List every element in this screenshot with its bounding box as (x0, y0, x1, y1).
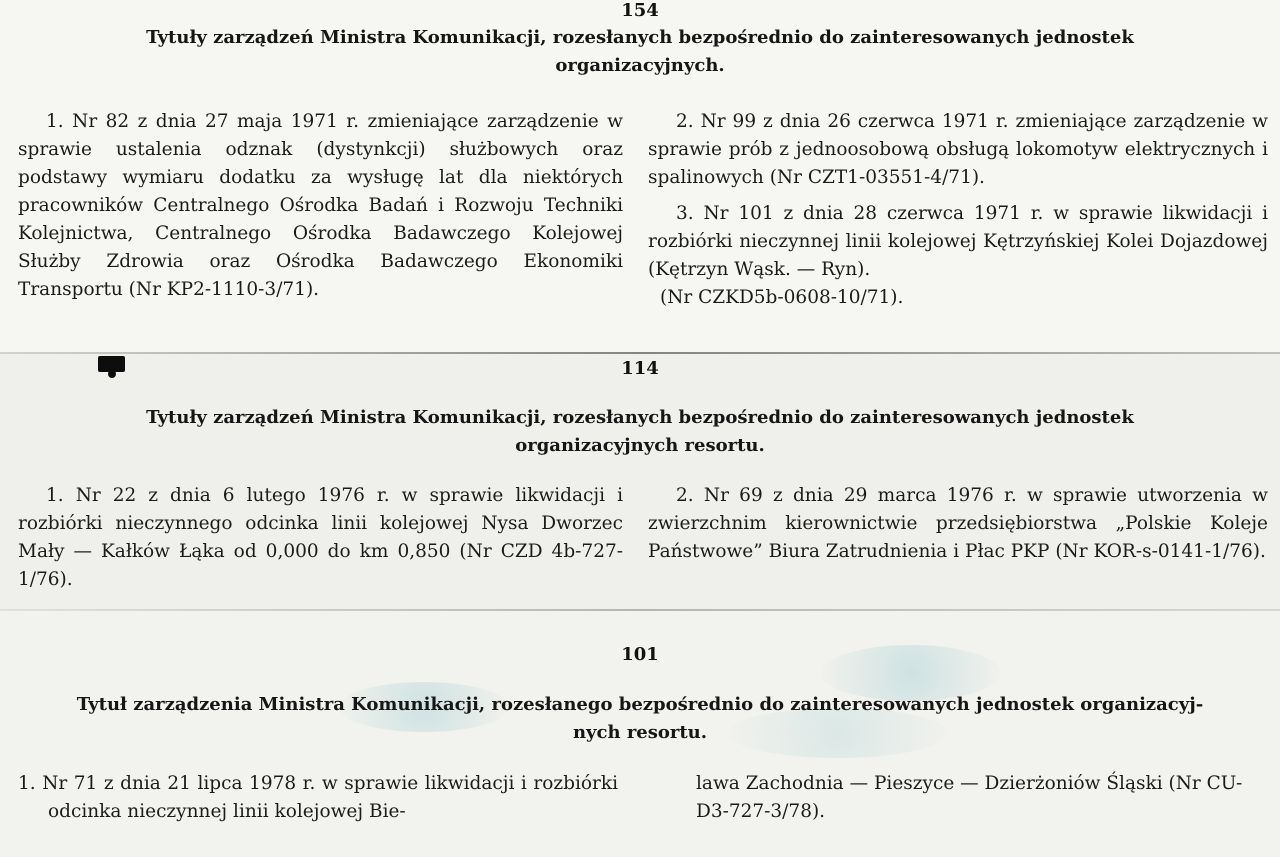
item-number: 2. (676, 485, 694, 506)
section-154-right-column (648, 108, 1268, 312)
section-114-left-column (18, 482, 623, 594)
item-text: Nr 99 z dnia 26 czerwca 1971 r. zmieniające zarządzenie w sprawie prób z jednoosobową obsługą lokomotyw elektrycznych i spalinowych (Nr CZT1-03551-4/71). (648, 111, 1268, 188)
item-text: Nr 69 z dnia 29 marca 1976 r. w sprawie utworzenia w zwierzchnim kierownictwie przedsiębiorstwa „Polskie Koleje Państwowe” Biura Zatrudnienia i Płac PKP (Nr KOR-s-0141-1/76). (648, 485, 1268, 562)
section-title-line: Tytuł zarządzenia Ministra Komunikacji, rozesłanego bezpośrednio do zainteresowanych jednostek organizacyj- (76, 694, 1204, 715)
list-item (648, 482, 1268, 566)
section-101-left-column (18, 770, 618, 826)
item-number: 1. (18, 773, 36, 794)
list-item (648, 200, 1268, 284)
section-title-154 (26, 24, 1254, 80)
item-text: Nr 22 z dnia 6 lutego 1976 r. w sprawie likwidacji i rozbiórki nieczynnego odcinka linii kolejowej Nysa Dworzec Mały — Kałków Łąka od 0,000 do km 0,850 (Nr CZD 4b-727-1/76). (18, 485, 623, 590)
list-item (18, 482, 623, 594)
item-text: Nr 71 z dnia 21 lipca 1978 r. w sprawie likwidacji i rozbiórki odcinka nieczynnej linii kolejowej Bie- (42, 773, 618, 822)
section-title-line: nych resortu. (572, 722, 708, 743)
section-101-right-column (696, 770, 1262, 826)
section-114-right-column (648, 482, 1268, 566)
list-item (18, 770, 618, 826)
section-number-114: 114 (621, 358, 659, 379)
section-title-line: organizacyjnych resortu. (515, 435, 765, 456)
item-number: 2. (676, 111, 694, 132)
list-item-tail: (Nr CZKD5b-0608-10/71). (660, 287, 904, 308)
section-title-101 (18, 691, 1262, 747)
list-item (648, 108, 1268, 192)
item-text: Nr 82 z dnia 27 maja 1971 r. zmieniające zarządzenie w sprawie ustalenia odznak (dystynkcji) służbowych oraz podstawy wymiaru dodatku za wysługę lat dla niektórych pracowników Centralnego Ośrodka Badań i Rozwoju Techniki Kolejnictwa, Centralnego Ośrodka Badawczego Kolejowej Służby Zdrowia oraz Ośrodka Badawczego Ekonomiki Transportu (Nr KP2-1110-3/71). (18, 111, 623, 300)
section-title-114 (26, 404, 1254, 460)
section-number-101: 101 (621, 644, 659, 665)
section-154-left-column (18, 108, 623, 304)
section-title-line: Tytuły zarządzeń Ministra Komunikacji, rozesłanych bezpośrednio do zainteresowanych jednostek (146, 27, 1134, 48)
item-number: 1. (46, 485, 64, 506)
paper-fold-line (0, 609, 1280, 611)
section-title-line: Tytuły zarządzeń Ministra Komunikacji, rozesłanych bezpośrednio do zainteresowanych jednostek (146, 407, 1134, 428)
item-number: 1. (46, 111, 64, 132)
item-text: Nr 101 z dnia 28 czerwca 1971 r. w sprawie likwidacji i rozbiórki nieczynnej linii kolejowej Kętrzyńskiej Kolei Dojazdowej (Kętrzyn Wąsk. — Ryn). (648, 203, 1269, 280)
section-number-154: 154 (621, 0, 659, 21)
section-title-line: organizacyjnych. (555, 55, 725, 76)
list-item (18, 108, 623, 304)
paper-fold-line (0, 352, 1280, 354)
item-number: 3. (676, 203, 694, 224)
list-item-continuation: lawa Zachodnia — Pieszyce — Dzierżoniów Śląski (Nr CU-D3-727-3/78). (696, 773, 1243, 822)
